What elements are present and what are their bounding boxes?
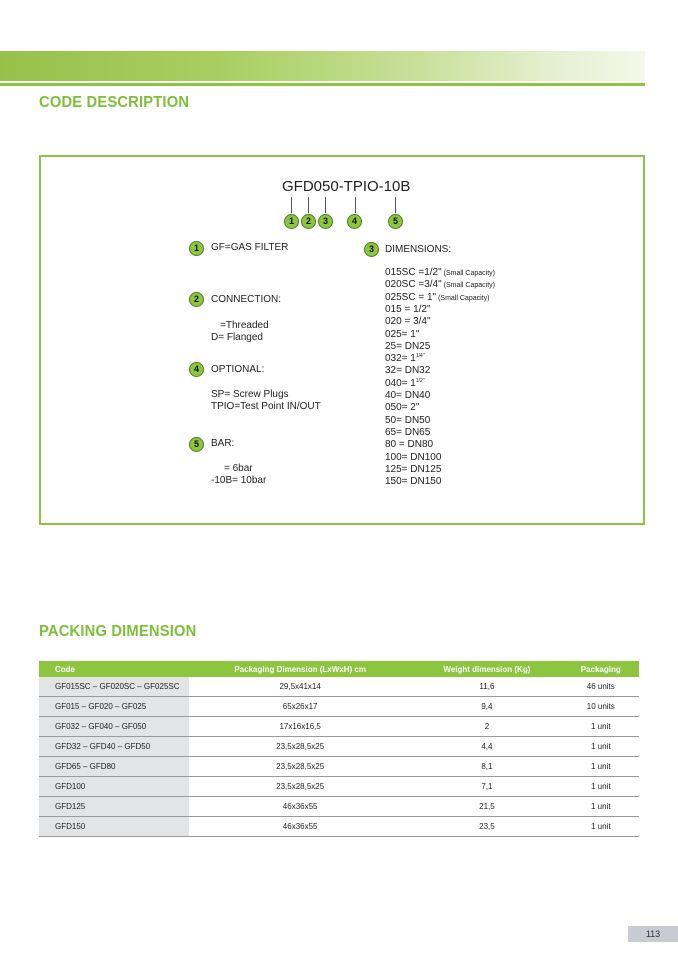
cell-packaging-dimension: 46x36x55 <box>189 817 411 837</box>
bar-line-2: -10B= 10bar <box>211 475 267 486</box>
cell-packaging: 1 unit <box>563 737 639 757</box>
dimension-line <box>385 378 425 389</box>
cell-weight: 2 <box>411 717 562 737</box>
cell-weight: 4,4 <box>411 737 562 757</box>
dimension-text: 80 = DN80 <box>385 439 434 451</box>
cell-weight: 9,4 <box>411 697 562 717</box>
dimension-line <box>385 267 495 278</box>
cell-code: GFD125 <box>39 797 189 817</box>
dimension-text: 65= DN65 <box>385 426 431 438</box>
packing-dimension-title: PACKING DIMENSION <box>39 623 197 640</box>
dimension-fraction: 1/2" <box>415 377 425 384</box>
cell-code: GF032 – GF040 – GF050 <box>39 717 189 737</box>
cell-packaging-dimension: 17x16x16,5 <box>189 717 411 737</box>
marker-4: 4 <box>347 214 362 229</box>
cell-weight: 8,1 <box>411 757 562 777</box>
cell-weight: 23,5 <box>411 817 562 837</box>
cell-packaging-dimension: 23,5x28,5x25 <box>189 757 411 777</box>
cell-packaging-dimension: 29,5x41x14 <box>189 677 411 697</box>
marker-tick-1 <box>291 197 292 213</box>
marker-2: 2 <box>301 214 316 229</box>
item-number-bar: 5 <box>189 437 204 452</box>
dimension-line <box>385 304 431 315</box>
marker-tick-3 <box>325 197 326 213</box>
dimension-note: (Small Capacity) <box>443 282 496 290</box>
cell-packaging: 1 unit <box>563 817 639 837</box>
item-title-gf: GF=GAS FILTER <box>211 242 289 253</box>
dimension-text: 015SC =1/2" <box>385 267 442 278</box>
cell-packaging-dimension: 65x26x17 <box>189 697 411 717</box>
connection-line-2: D= Flanged <box>211 332 263 343</box>
table-row <box>39 737 639 757</box>
header-packaging: Packaging <box>563 661 639 677</box>
cell-code: GF015 – GF020 – GF025 <box>39 697 189 717</box>
header-banner <box>0 51 645 81</box>
dimension-text: 020SC =3/4" <box>385 279 442 291</box>
item-number-optional: 4 <box>189 362 204 377</box>
dimension-text: 015 = 1/2" <box>385 303 431 315</box>
marker-5: 5 <box>388 214 403 229</box>
cell-code: GFD65 – GFD80 <box>39 757 189 777</box>
item-title-dimensions: DIMENSIONS: <box>385 244 452 255</box>
dimension-text: 150= DN150 <box>385 476 442 488</box>
item-title-connection: CONNECTION: <box>211 294 281 305</box>
code-description-box <box>39 155 645 525</box>
dimension-line <box>385 353 425 364</box>
dimension-line <box>385 365 430 376</box>
dimension-line <box>385 439 433 450</box>
cell-weight: 11,6 <box>411 677 562 697</box>
table-row <box>39 817 639 837</box>
packing-table-header <box>39 661 639 677</box>
dimension-line <box>385 329 419 340</box>
item-title-optional: OPTIONAL: <box>211 364 265 375</box>
table-row <box>39 797 639 817</box>
dimension-text: 125= DN125 <box>385 463 442 475</box>
dimension-text: 32= DN32 <box>385 365 431 377</box>
code-description-title: CODE DESCRIPTION <box>39 94 190 111</box>
cell-packaging-dimension: 23,5x28,5x25 <box>189 777 411 797</box>
dimension-line <box>385 415 430 426</box>
dimension-text: 020 = 3/4" <box>385 316 431 328</box>
product-code: GFD050-TPIO-10B <box>282 178 411 195</box>
dimension-text: 050= 2" <box>385 402 420 414</box>
bar-line-1: = 6bar <box>224 463 253 474</box>
item-number-dimensions: 3 <box>364 242 379 257</box>
header-code: Code <box>39 661 189 677</box>
dimension-note: (Small Capacity) <box>443 270 496 277</box>
cell-code: GFD150 <box>39 817 189 837</box>
dimension-fraction: 1/4" <box>415 353 425 360</box>
optional-line-2: TPIO=Test Point IN/OUT <box>211 401 321 412</box>
dimension-text: 50= DN50 <box>385 414 431 426</box>
marker-3: 3 <box>318 214 333 229</box>
table-row <box>39 717 639 737</box>
packing-table-body <box>39 677 639 837</box>
dimension-text: 025SC = 1" <box>385 291 437 303</box>
table-row <box>39 677 639 697</box>
cell-code: GF015SC – GF020SC – GF025SC <box>39 677 189 697</box>
dimension-line <box>385 341 430 352</box>
dimension-text: 032= 1 <box>385 353 416 365</box>
dimension-text: 025= 1" <box>385 328 420 340</box>
dimension-line <box>385 464 441 475</box>
cell-weight: 21,5 <box>411 797 562 817</box>
header-packaging-dimension: Packaging Dimension (LxWxH) cm <box>189 661 411 677</box>
packing-table <box>39 661 639 837</box>
dimension-line <box>385 427 430 438</box>
cell-packaging-dimension: 23,5x28,5x25 <box>189 737 411 757</box>
cell-packaging: 10 units <box>563 697 639 717</box>
dimension-note: (Small Capacity) <box>438 294 490 302</box>
optional-line-1: SP= Screw Plugs <box>211 389 289 400</box>
dimension-line <box>385 292 489 303</box>
page-number: 113 <box>628 926 678 942</box>
marker-tick-2 <box>308 197 309 213</box>
dimension-line <box>385 279 495 290</box>
dimension-line <box>385 316 431 327</box>
cell-code: GFD32 – GFD40 – GFD50 <box>39 737 189 757</box>
cell-code: GFD100 <box>39 777 189 797</box>
dimension-line <box>385 390 430 401</box>
connection-line-1: =Threaded <box>220 320 269 331</box>
dimension-line <box>385 476 441 487</box>
item-number-gf: 1 <box>189 241 204 256</box>
cell-packaging: 46 units <box>563 677 639 697</box>
cell-weight: 7,1 <box>411 777 562 797</box>
dimension-text: 25= DN25 <box>385 340 431 352</box>
dimension-text: 100= DN100 <box>385 451 442 463</box>
dimension-line <box>385 452 441 463</box>
dimension-text: 40= DN40 <box>385 390 431 401</box>
dimension-line <box>385 402 419 413</box>
marker-tick-5 <box>395 197 396 213</box>
table-row <box>39 757 639 777</box>
cell-packaging: 1 unit <box>563 717 639 737</box>
marker-1: 1 <box>284 214 299 229</box>
item-number-connection: 2 <box>189 292 204 307</box>
header-divider <box>0 83 645 86</box>
cell-packaging: 1 unit <box>563 797 639 817</box>
cell-packaging-dimension: 46x36x55 <box>189 797 411 817</box>
header-weight: Weight dimension (Kg) <box>411 661 562 677</box>
cell-packaging: 1 unit <box>563 777 639 797</box>
table-row <box>39 777 639 797</box>
cell-packaging: 1 unit <box>563 757 639 777</box>
marker-tick-4 <box>355 197 356 213</box>
dimension-text: 040= 1 <box>385 377 416 389</box>
item-title-bar: BAR: <box>211 438 235 449</box>
table-row <box>39 697 639 717</box>
